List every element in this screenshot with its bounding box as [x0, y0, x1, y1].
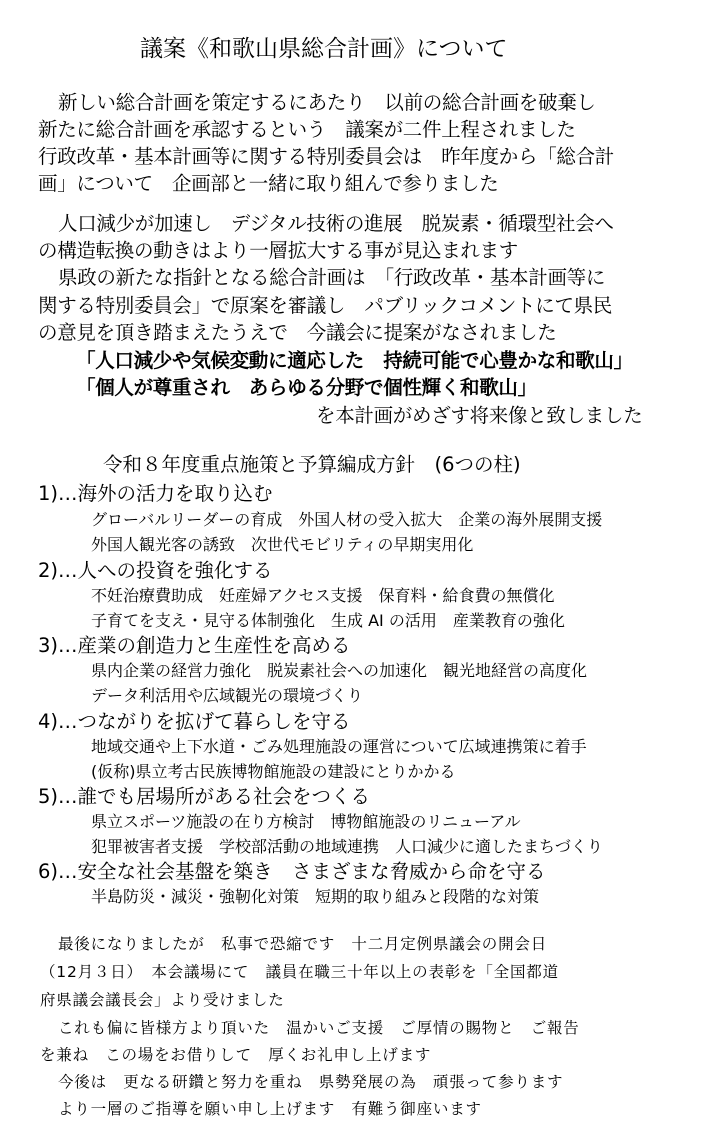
- pillar-5-label: 5)…誰でも居場所がある社会をつくる: [38, 785, 371, 808]
- pillar-3-detail: データ利活用や広域観光の環境づくり: [91, 686, 364, 705]
- pillar-3-detail: 県内企業の経営力強化 脱炭素社会への加速化 観光地経営の高度化: [91, 661, 588, 680]
- pillar-2-detail: 子育てを支え・見守る体制強化 生成 AI の活用 産業教育の強化: [91, 611, 565, 630]
- pillar-5-detail: 県立スポーツ施設の在り方検討 博物館施設のリニューアル: [91, 812, 521, 831]
- vision-suffix: を本計画がめざす将来像と致しました: [316, 404, 643, 427]
- text-line: 新しい総合計画を策定するにあたり 以前の総合計画を破棄し: [58, 91, 596, 114]
- text-line: 今後は 更なる研鑽と努力を重ね 県勢発展の為 頑張って参ります: [58, 1073, 564, 1091]
- text-line: を兼ね この場をお借りして 厚くお礼申し上げます: [40, 1046, 432, 1064]
- text-line: 人口減少が加速し デジタル技術の進展 脱炭素・循環型社会へ: [58, 212, 614, 235]
- text-line: の意見を頂き踏まえたうえで 今議会に提案がなされました: [38, 321, 557, 344]
- text-line: （12月３日） 本会議場にて 議員在職三十年以上の表彰を「全国都道: [40, 963, 559, 981]
- pillar-2-detail: 不妊治療費助成 妊産婦アクセス支援 保育料・給食費の無償化: [91, 586, 555, 605]
- text-line: 画」について 企画部と一緒に取り組んで参りました: [38, 172, 499, 195]
- pillar-4-label: 4)…つながりを拡げて暮らしを守る: [38, 710, 351, 733]
- text-line: 新たに総合計画を承認するという 議案が二件上程されました: [38, 118, 576, 141]
- priorities-heading: 令和８年度重点施策と予算編成方針 (6つの柱): [103, 453, 521, 476]
- pillar-3-label: 3)…産業の創造力と生産性を高める: [38, 634, 351, 657]
- pillar-1-detail: 外国人観光客の誘致 次世代モビリティの早期実用化: [91, 535, 474, 554]
- text-line: 県政の新たな指針となる総合計画は 「行政改革・基本計画等に: [58, 266, 606, 289]
- pillar-4-detail: 地域交通や上下水道・ごみ処理施設の運営について広域連携策に着手: [91, 737, 587, 756]
- text-line: 最後になりましたが 私事で恐縮です 十二月定例県議会の開会日: [58, 935, 548, 953]
- text-line: より一層のご指導を願い申し上げます 有難う御座います: [58, 1100, 482, 1118]
- vision-statement: 「人口減少や気候変動に適応した 持続可能で心豊かな和歌山」: [76, 349, 633, 372]
- text-line: 府県議会議長会」より受けました: [40, 991, 285, 1009]
- pillar-6-label: 6)…安全な社会基盤を築き さまざまな脅威から命を守る: [38, 860, 546, 883]
- page-title: 議案《和歌山県総合計画》について: [140, 36, 508, 62]
- text-line: 関する特別委員会」で原案を審議し パブリックコメントにて県民: [38, 294, 613, 317]
- text-line: の構造転換の動きはより一層拡大する事が見込まれます: [38, 239, 519, 262]
- pillar-4-detail: (仮称)県立考古民族博物館施設の建設にとりかかる: [91, 762, 456, 781]
- vision-statement: 「個人が尊重され あらゆる分野で個性輝く和歌山」: [76, 376, 537, 399]
- pillar-5-detail: 犯罪被害者支援 学校部活動の地域連携 人口減少に適したまちづくり: [91, 837, 603, 856]
- pillar-2-label: 2)…人への投資を強化する: [38, 559, 273, 582]
- text-line: 行政改革・基本計画等に関する特別委員会は 昨年度から「総合計: [38, 145, 615, 168]
- pillar-1-label: 1)…海外の活力を取り込む: [38, 482, 273, 505]
- pillar-1-detail: グローバルリーダーの育成 外国人材の受入拡大 企業の海外展開支援: [91, 510, 603, 529]
- text-line: これも偏に皆様方より頂いた 温かいご支援 ご厚情の賜物と ご報告: [58, 1019, 580, 1037]
- pillar-6-detail: 半島防災・減災・強靭化対策 短期的取り組みと段階的な対策: [91, 887, 540, 906]
